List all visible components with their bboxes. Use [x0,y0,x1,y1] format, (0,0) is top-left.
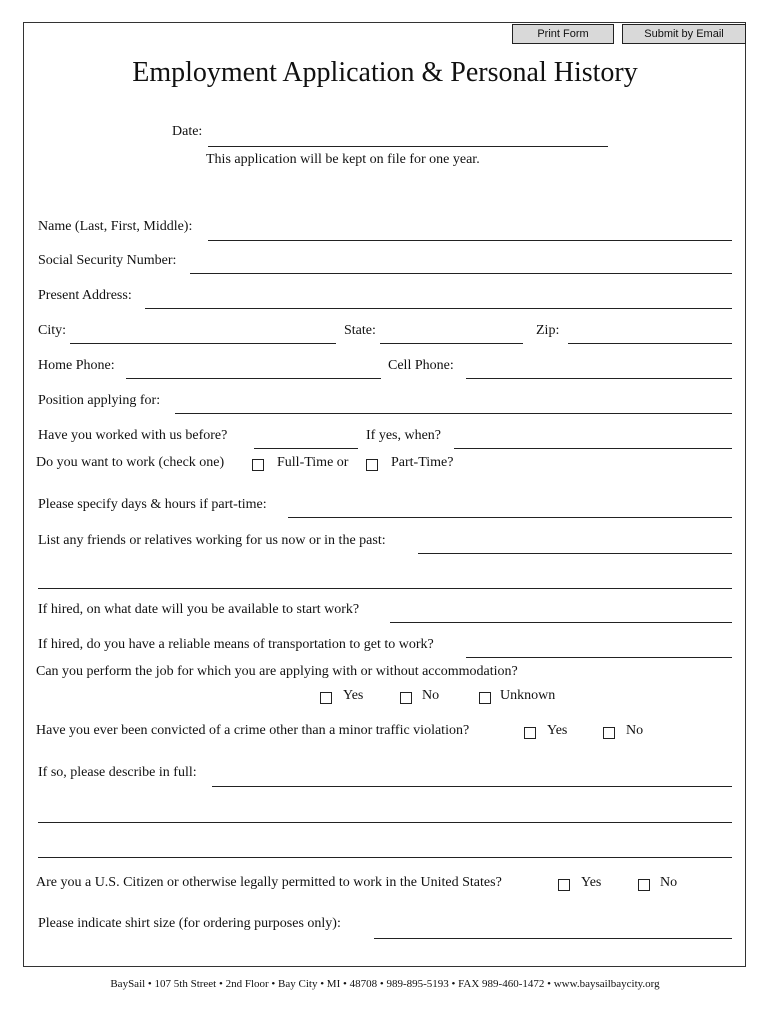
describe-field-line-3[interactable] [38,857,732,858]
start-date-label: If hired, on what date will you be available to start work? [38,602,360,617]
state-field[interactable] [380,343,523,344]
home-phone-label: Home Phone: [38,358,115,373]
start-date-field[interactable] [390,622,732,623]
citizen-yes-label: Yes [581,875,602,890]
transport-field[interactable] [466,657,732,658]
citizen-no-checkbox[interactable] [638,879,650,891]
crime-no-checkbox[interactable] [603,727,615,739]
state-label: State: [344,323,376,338]
position-label: Position applying for: [38,393,161,408]
crime-yes-label: Yes [547,723,568,738]
friends-field[interactable] [418,553,732,554]
date-label: Date: [172,124,203,139]
worked-before-field[interactable] [254,448,358,449]
describe-label: If so, please describe in full: [38,765,197,780]
address-field[interactable] [145,308,732,309]
work-type-label: Do you want to work (check one) [36,455,225,470]
city-label: City: [38,323,67,338]
friends-label: List any friends or relatives working for us now or in the past: [38,533,386,548]
date-field[interactable] [208,146,608,147]
submit-by-email-button[interactable]: Submit by Email [622,24,746,44]
crime-yes-checkbox[interactable] [524,727,536,739]
days-hours-label: Please specify days & hours if part-time: [38,497,267,512]
full-time-checkbox[interactable] [252,459,264,471]
accommodation-yes-checkbox[interactable] [320,692,332,704]
part-time-label: Part-Time? [391,455,454,470]
ssn-field[interactable] [190,273,732,274]
address-label: Present Address: [38,288,132,303]
position-field[interactable] [175,413,732,414]
zip-field[interactable] [568,343,732,344]
shirt-label: Please indicate shirt size (for ordering purposes only): [38,916,341,931]
accommodation-unknown-checkbox[interactable] [479,692,491,704]
cell-phone-field[interactable] [466,378,732,379]
form-title: Employment Application & Personal History [132,57,638,88]
name-field[interactable] [208,240,732,241]
transport-label: If hired, do you have a reliable means of transportation to get to work? [38,637,434,652]
zip-label: Zip: [536,323,560,338]
crime-label: Have you ever been convicted of a crime other than a minor traffic violation? [36,723,470,738]
describe-field-line-2[interactable] [38,822,732,823]
footer-address: BaySail • 107 5th Street • 2nd Floor • Bay City • MI • 48708 • 989-895-5193 • FAX 989-460-1472 • www.baysailbaycity.org [110,978,660,990]
print-form-button[interactable]: Print Form [512,24,614,44]
accommodation-yes-label: Yes [343,688,364,703]
city-field[interactable] [70,343,336,344]
if-yes-when-field[interactable] [454,448,732,449]
ssn-label: Social Security Number: [38,253,177,268]
part-time-checkbox[interactable] [366,459,378,471]
file-note: This application will be kept on file for one year. [206,152,480,167]
days-hours-field[interactable] [288,517,732,518]
name-label: Name (Last, First, Middle): [38,219,193,234]
citizen-yes-checkbox[interactable] [558,879,570,891]
shirt-field[interactable] [374,938,732,939]
citizen-label: Are you a U.S. Citizen or otherwise legally permitted to work in the United States? [36,875,502,890]
cell-phone-label: Cell Phone: [388,358,454,373]
accommodation-no-checkbox[interactable] [400,692,412,704]
crime-no-label: No [626,723,644,738]
if-yes-when-label: If yes, when? [366,428,442,443]
accommodation-label: Can you perform the job for which you are applying with or without accommodation? [36,664,518,679]
accommodation-no-label: No [422,688,440,703]
full-time-label: Full-Time or [277,455,349,470]
accommodation-unknown-label: Unknown [500,688,556,703]
worked-before-label: Have you worked with us before? [38,428,228,443]
citizen-no-label: No [660,875,678,890]
home-phone-field[interactable] [126,378,381,379]
describe-field[interactable] [212,786,732,787]
friends-field-line-2[interactable] [38,588,732,589]
